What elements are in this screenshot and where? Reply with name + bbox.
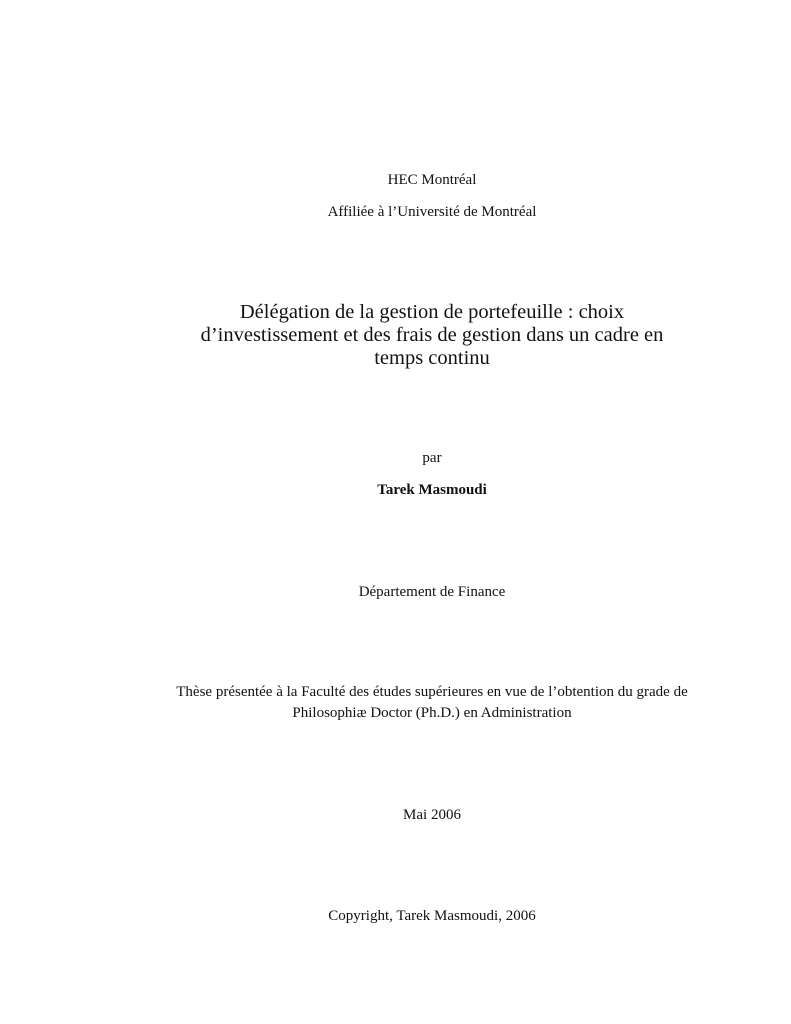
title-line-3: temps continu (374, 347, 490, 369)
thesis-title (64, 301, 791, 370)
copyright-notice: Copyright, Tarek Masmoudi, 2006 (328, 908, 536, 924)
thesis-line-1: Thèse présentée à la Faculté des études supérieures en vue de l’obtention du grade de (176, 684, 688, 700)
department-text: Département de Finance (358, 584, 506, 600)
title-line-1: Délégation de la gestion de portefeuille : choix (239, 301, 625, 323)
by-label: par (422, 450, 442, 466)
thesis-statement (64, 682, 791, 724)
title-line-2: d’investissement et des frais de gestion dans un cadre en (200, 324, 664, 346)
author-name: Tarek Masmoudi (377, 482, 487, 498)
institution-name: HEC Montréal (387, 172, 477, 188)
submission-date: Mai 2006 (403, 807, 461, 823)
affiliation-text: Affiliée à l’Université de Montréal (327, 204, 537, 220)
thesis-line-2: Philosophiæ Doctor (Ph.D.) en Administration (292, 705, 572, 721)
